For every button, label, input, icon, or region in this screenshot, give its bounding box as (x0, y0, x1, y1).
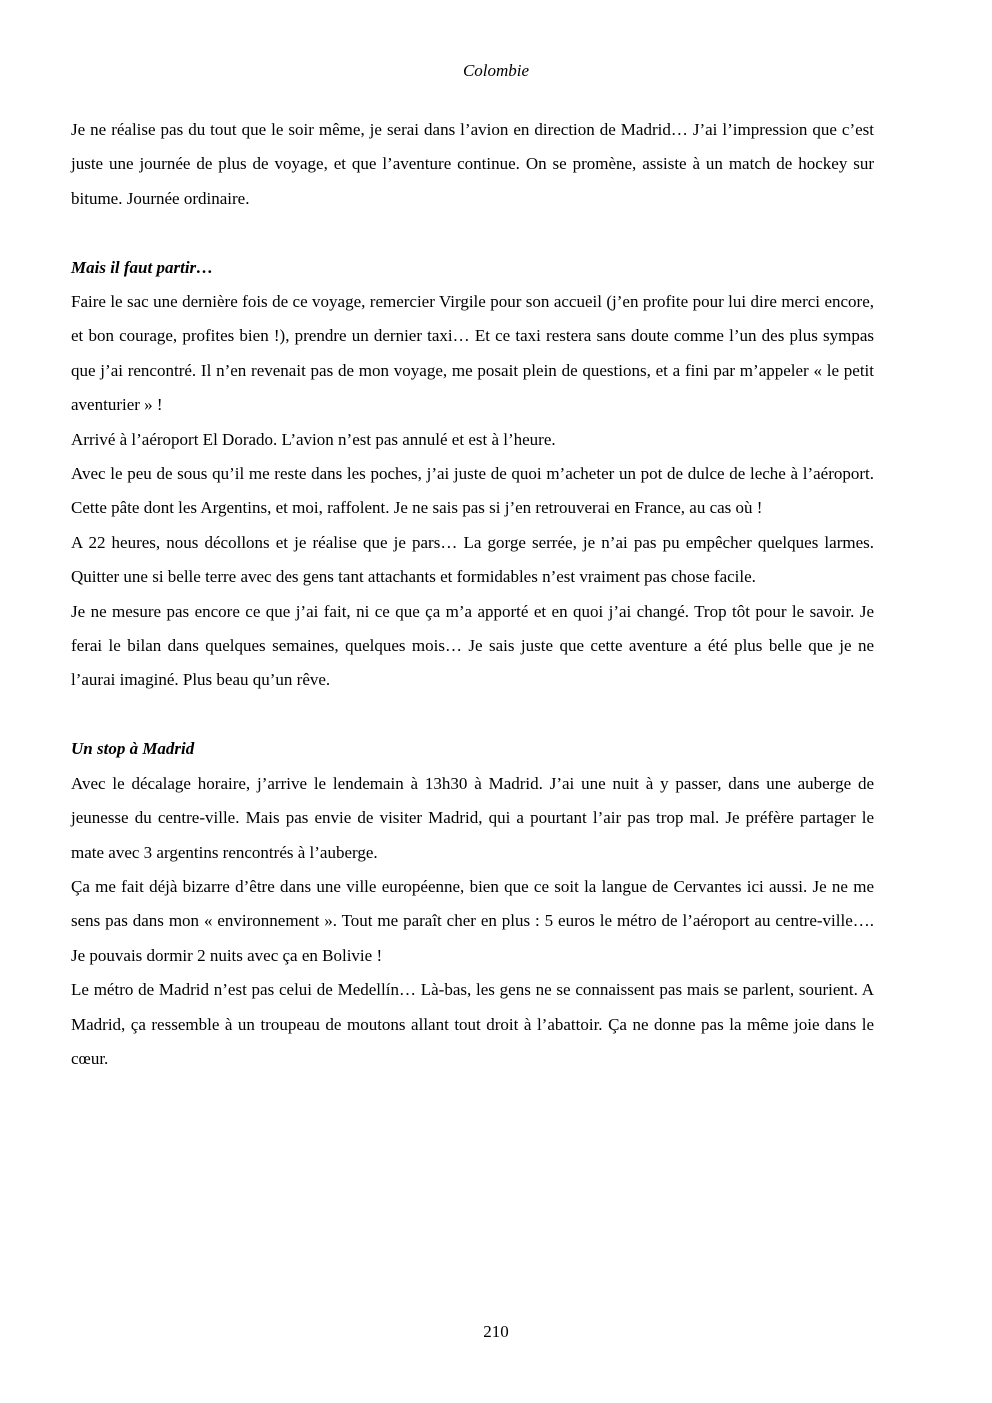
page-body (71, 113, 874, 1076)
section-heading-un-stop-a-madrid: Un stop à Madrid (71, 739, 195, 759)
body-paragraph: Avec le peu de sous qu’il me reste dans les poches, j’ai juste de quoi m’acheter un pot de dulce de leche à l’aéroport. Cette pâte dont les Argentins, et moi, raffolent. Je ne sais pas si j’en retrouverai en France, au cas où ! (71, 464, 874, 518)
body-paragraph: Faire le sac une dernière fois de ce voyage, remercier Virgile pour son accueil (j’en profite pour lui dire merci encore, et bon courage, profites bien !), prendre un dernier taxi… Et ce taxi restera sans doute comme l’un des plus sympas que j’ai rencontré. Il n’en revenait pas de mon voyage, me posait plein de questions, et a fini par m’appeler « le petit aventurier » ! (71, 292, 874, 415)
body-paragraph: Ça me fait déjà bizarre d’être dans une ville européenne, bien que ce soit la langue de Cervantes ici aussi. Je ne me sens pas dans mon « environnement ». Tout me paraît cher en plus : 5 euros le métro de l’aéroport au centre-ville…. Je pouvais dormir 2 nuits avec ça en Bolivie ! (71, 876, 874, 965)
body-paragraph: Le métro de Madrid n’est pas celui de Medellín… Là-bas, les gens ne se connaissent pas mais se parlent, sourient. A Madrid, ça ressemble à un troupeau de moutons allant tout droit à l’abattoir. Ça ne donne pas la même joie dans le cœur. (71, 980, 874, 1068)
page-number: 210 (483, 1322, 509, 1341)
body-paragraph: Je ne mesure pas encore ce que j’ai fait, ni ce que ça m’a apporté et en quoi j’ai changé. Trop tôt pour le savoir. Je ferai le bilan dans quelques semaines, quelques mois… Je sais juste que cette aventure a été plus belle que je ne l’aurai imaginé. Plus beau qu’un rêve. (71, 601, 874, 690)
section-heading-mais-il-faut-partir: Mais il faut partir… (71, 257, 214, 277)
body-paragraph: A 22 heures, nous décollons et je réalise que je pars… La gorge serrée, je n’ai pas pu empêcher quelques larmes. Quitter une si belle terre avec des gens tant attachants et formidables n’est vraiment pas chose facile. (71, 532, 874, 587)
body-paragraph: Avec le décalage horaire, j’arrive le lendemain à 13h30 à Madrid. J’ai une nuit à y passer, dans une auberge de jeunesse du centre-ville. Mais pas envie de visiter Madrid, qui a pourtant l’air pas trop mal. Je préfère partager le mate avec 3 argentins rencontrés à l’auberge. (71, 773, 874, 862)
body-paragraph: Arrivé à l’aéroport El Dorado. L’avion n’est pas annulé et est à l’heure. (71, 429, 556, 449)
running-header: Colombie (462, 61, 530, 80)
intro-paragraph: Je ne réalise pas du tout que le soir même, je serai dans l’avion en direction de Madrid… J’ai l’impression que c’est juste une journée de plus de voyage, et que l’aventure continue. On se promène, assiste à un match de hockey sur bitume. Journée ordinaire. (71, 120, 874, 208)
